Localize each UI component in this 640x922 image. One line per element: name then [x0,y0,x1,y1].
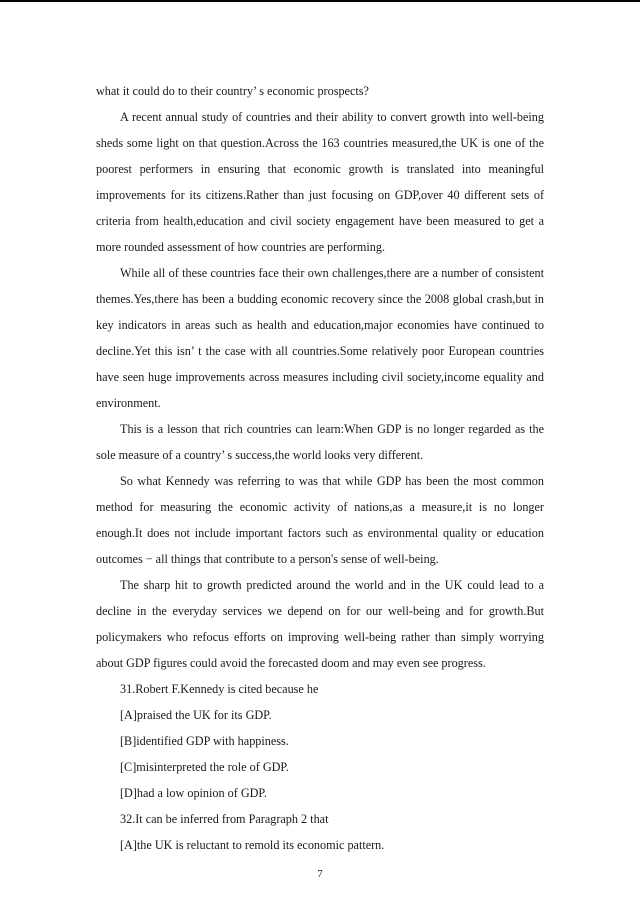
paragraph-continuation: what it could do to their country’ s economic prospects? [96,84,369,98]
paragraph: So what Kennedy was referring to was that while GDP has been the most common method for measuring the economic activity of nations,as a measure,it is no longer enough.It does not include important factors such as environmental quality or education outcomes − all things that contribute to a person's sense of well-being. [96,474,544,566]
question-31-option-d: [D]had a low opinion of GDP. [120,786,267,800]
top-border-line [0,0,640,2]
question-31-option-a: [A]praised the UK for its GDP. [120,708,272,722]
question-32-option-a: [A]the UK is reluctant to remold its economic pattern. [120,838,385,852]
paragraph: While all of these countries face their own challenges,there are a number of consistent themes.Yes,there has been a budding economic recovery since the 2008 global crash,but in key indicators in areas such as health and education,major economies have continued to decline.Yet this isn’ t the case with all countries.Some relatively poor European countries have seen huge improvements across measures including civil society,income equality and environment. [96,266,544,410]
paragraph: This is a lesson that rich countries can learn:When GDP is no longer regarded as the sole measure of a country’ s success,the world looks very different. [96,422,544,462]
question-31-option-c: [C]misinterpreted the role of GDP. [120,760,289,774]
paragraph: A recent annual study of countries and their ability to convert growth into well-being sheds some light on that question.Across the 163 countries measured,the UK is one of the poorest performers in ensuring that economic growth is translated into meaningful improvements for its citizens.Rather than just focusing on GDP,over 40 different sets of criteria from health,education and civil society engagement have been measured to get a more rounded assessment of how countries are performing. [96,110,544,254]
paragraph: The sharp hit to growth predicted around the world and in the UK could lead to a decline in the everyday services we depend on for our well-being and for growth.But policymakers who refocus efforts on improving well-being rather than simply worrying about GDP figures could avoid the forecasted doom and may even see progress. [96,578,544,670]
question-stem-31: 31.Robert F.Kennedy is cited because he [120,682,319,696]
question-31-option-b: [B]identified GDP with happiness. [120,734,289,748]
document-page [96,0,544,858]
question-stem-32: 32.It can be inferred from Paragraph 2 that [120,812,329,826]
page-number: 7 [317,868,323,880]
